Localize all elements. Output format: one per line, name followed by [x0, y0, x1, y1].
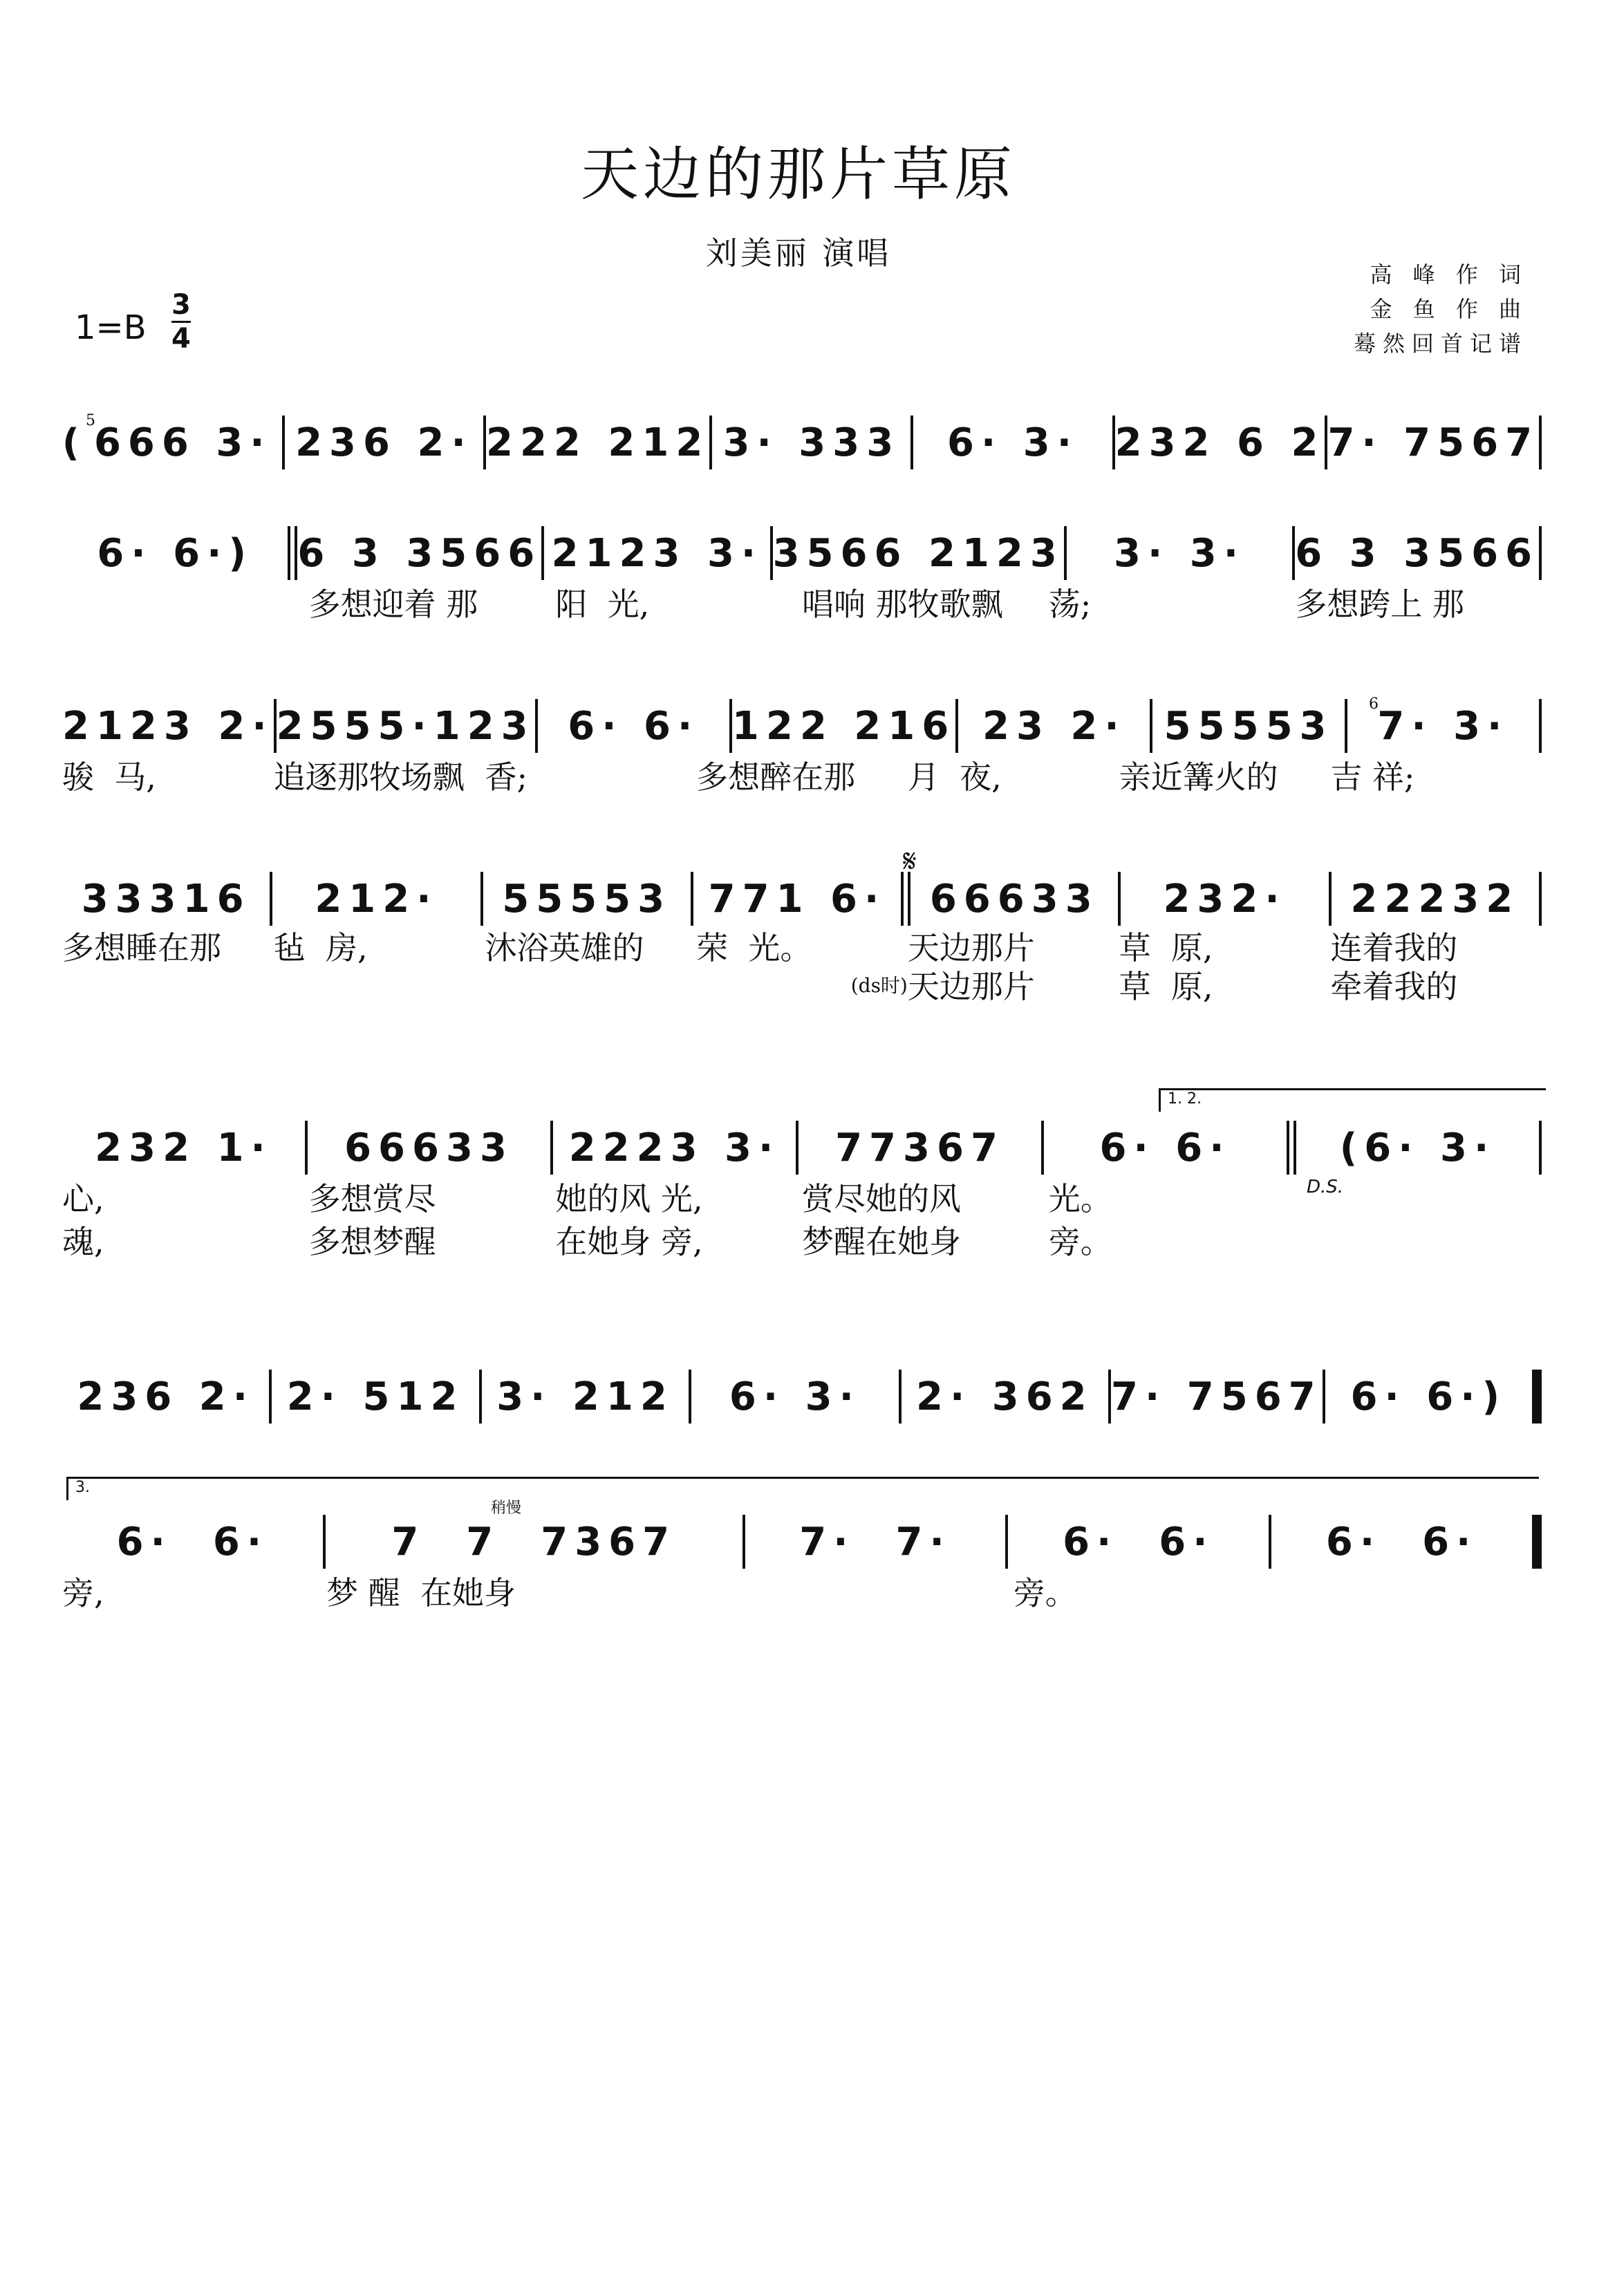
volta-bracket: 1. 2. — [1159, 1088, 1546, 1112]
double-barline — [1287, 1121, 1296, 1175]
lyrics-line — [62, 754, 1542, 796]
barline — [1539, 416, 1542, 469]
measure: 6· 6· — [568, 703, 700, 749]
measure: 232 6 2 — [1114, 420, 1325, 465]
lyric: 阳 光, — [555, 586, 650, 623]
lyric: 她的风 光, — [555, 1180, 703, 1217]
score-system-1 — [62, 412, 1542, 470]
score-system-2 — [62, 525, 1542, 624]
lyric: 吉 祥; — [1330, 758, 1415, 796]
lyric: 赏尽她的风 — [802, 1180, 962, 1217]
measure: 3· 3· — [1114, 530, 1245, 576]
ds-note: (ds时) — [850, 974, 908, 997]
measure: 33316 — [81, 876, 251, 922]
lyric: 心, — [62, 1180, 104, 1217]
measure: 3· 212 — [496, 1374, 674, 1419]
score-system-5 — [62, 1090, 1542, 1261]
measure: 6· 3· — [947, 420, 1079, 465]
score-system-4 — [62, 842, 1542, 1005]
grace-note: 5 — [86, 412, 95, 429]
lyrics-line-2 — [62, 965, 1542, 1004]
measure: 666 3· — [93, 420, 272, 465]
measure: 222 212 — [486, 420, 710, 465]
time-signature-bottom: 4 — [171, 321, 191, 355]
lyric: 梦 醒 在她身 — [326, 1574, 516, 1612]
measure: 6· 3· — [729, 1374, 861, 1419]
measure: 212· — [315, 876, 438, 922]
song-title: 天边的那片草原 — [580, 140, 1016, 208]
barline — [1539, 1121, 1542, 1175]
lyric: 在她身 旁, — [555, 1223, 703, 1260]
measure: 236 2· — [77, 1374, 255, 1419]
measure: 2· 362 — [916, 1374, 1094, 1419]
measure: 22232 — [1350, 876, 1520, 922]
intro-paren: ( — [62, 420, 80, 465]
lyric: 旁。 — [1048, 1223, 1112, 1260]
measure: 6· 6· — [116, 1519, 269, 1565]
lyric: 牵着我的 — [1330, 968, 1458, 1005]
measure: 7 7 7367 — [391, 1519, 677, 1565]
measure: 6· 6·) — [1350, 1374, 1507, 1419]
transcriber-credit: 蓦然回首记谱 — [1353, 330, 1528, 357]
measure: 236 2· — [295, 420, 473, 465]
lyric: 多想迎着 那 — [308, 586, 478, 623]
lyric: 毡 房, — [273, 929, 368, 967]
lyric: 香; — [485, 758, 527, 796]
score-system-3 — [62, 698, 1542, 796]
lyric: 月 夜, — [907, 758, 1002, 796]
measure: 122 216 — [731, 703, 956, 749]
repeat-end-barline — [1532, 1370, 1542, 1424]
measure: 77367 — [835, 1125, 1005, 1170]
measure: 7· 7567 — [1327, 420, 1540, 465]
final-barline — [1532, 1515, 1542, 1569]
measure: 6· 6· — [1325, 1519, 1478, 1565]
key-signature: 1=B — [75, 308, 147, 347]
repeat-start-barline — [288, 526, 297, 580]
lyrics-line — [62, 1569, 1542, 1612]
lyric: 梦醒在她身 — [802, 1223, 962, 1260]
time-signature — [171, 289, 191, 355]
measure: 66633 — [344, 1125, 514, 1170]
lyric: 光。 — [1048, 1180, 1112, 1217]
measure: 23 2· — [982, 703, 1126, 749]
barline — [1539, 526, 1542, 580]
lyric: 亲近篝火的 — [1119, 758, 1278, 796]
measure: 2223 3· — [568, 1125, 781, 1170]
tempo-marking: 稍慢 — [491, 1500, 522, 1517]
lyric: 多想醉在那 — [696, 758, 856, 796]
lyric: 天边那片 — [907, 929, 1035, 967]
performer-credit: 刘美丽 演唱 — [705, 234, 892, 272]
grace-note: 6 — [1369, 696, 1379, 713]
lyric: 荣 光。 — [696, 929, 812, 967]
lyrics-line — [62, 926, 1542, 965]
credits-block — [1354, 257, 1528, 361]
lyric: 草 原, — [1119, 968, 1213, 1005]
lyric: 追逐那牧场飘 — [273, 758, 465, 796]
barline — [1539, 872, 1542, 926]
measure: 2123 3· — [551, 530, 763, 576]
lyric: 天边那片 — [907, 968, 1035, 1005]
ds-marking: D.S. — [1307, 1177, 1344, 1197]
time-signature-top: 3 — [171, 289, 191, 321]
lyric: 多想梦醒 — [308, 1223, 436, 1260]
lyric: 旁, — [62, 1574, 104, 1612]
measure: 66633 — [929, 876, 1099, 922]
measure: 6· 6· — [1099, 1125, 1231, 1170]
lyric: 连着我的 — [1330, 929, 1458, 967]
measure: 7· 7· — [799, 1519, 951, 1565]
measure: 55553 — [1164, 703, 1334, 749]
measure: 6 3 3566 — [1295, 530, 1539, 576]
lyric: 骏 马, — [62, 758, 156, 796]
volta-bracket: 3. — [66, 1477, 1539, 1500]
measure: 3· 333 — [722, 420, 901, 465]
composer-credit: 金 鱼 作 曲 — [1370, 296, 1528, 322]
score-system-7 — [62, 1479, 1542, 1612]
lyric: 多想睡在那 — [62, 929, 221, 967]
lyric: 多想跨上 那 — [1295, 586, 1464, 623]
measure: 771 6· — [708, 876, 886, 922]
measure: 6· 6·) — [97, 530, 253, 576]
score-system-6 — [62, 1369, 1542, 1424]
lyric: 旁。 — [1013, 1574, 1077, 1612]
lyric: 沐浴英雄的 — [485, 929, 644, 967]
measure: 7· 3· — [1377, 703, 1509, 749]
measure: 232 1· — [95, 1125, 272, 1170]
lyric: 草 原, — [1119, 929, 1213, 967]
measure: 7· 7567 — [1111, 1374, 1323, 1419]
lyric: 魂, — [62, 1223, 104, 1260]
lyric: 荡; — [1048, 586, 1092, 623]
lyrics-line — [62, 581, 1542, 624]
measure: 3566 2123 — [772, 530, 1064, 576]
measure: (6· 3· — [1339, 1125, 1496, 1170]
lyrics-line-2 — [62, 1218, 1542, 1261]
measure: 55553 — [502, 876, 672, 922]
measure: 2555·123 — [276, 703, 535, 749]
measure: 6 3 3566 — [297, 530, 542, 576]
barline — [1539, 699, 1542, 753]
measure: 232· — [1163, 876, 1287, 922]
measure: 6· 6· — [1063, 1519, 1215, 1565]
lyric: 多想赏尽 — [308, 1180, 436, 1217]
lyric: 唱响 那牧歌飘 — [802, 586, 1003, 623]
segno-sign: 𝄋 — [903, 842, 917, 879]
measure: 2· 512 — [286, 1374, 465, 1419]
lyricist-credit: 高 峰 作 词 — [1370, 261, 1528, 288]
measure: 2123 2· — [62, 703, 274, 749]
